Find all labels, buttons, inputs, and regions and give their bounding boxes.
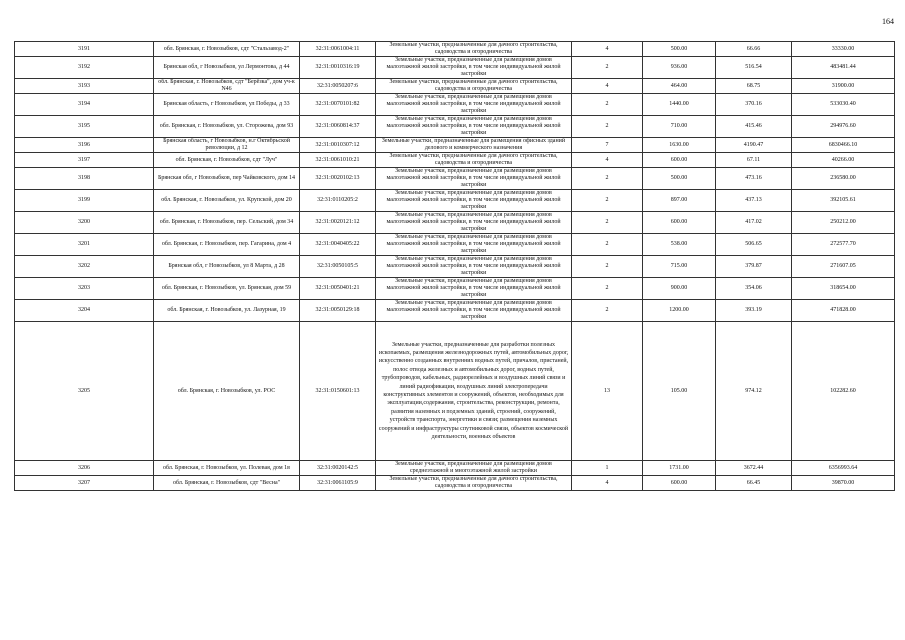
land-use-cell: Земельные участки, предназначенные для размещения домов малоэтажной жилой застройки, в том числе индивидуальной жилой застройки	[376, 278, 572, 300]
cadastral-value-cell: 33330.00	[792, 42, 895, 57]
cadastral-value-cell: 533030.40	[792, 94, 895, 116]
cadastral-number-cell: 32:31:0020142:5	[300, 461, 376, 476]
address-cell: Брянская обл, г Новозыбков, ул 8 Марта, д 28	[154, 256, 300, 278]
table-row	[15, 278, 895, 300]
table-row	[15, 322, 895, 461]
cadastral-number-cell: 32:31:0010307:12	[300, 138, 376, 153]
cadastral-value-cell: 471828.00	[792, 300, 895, 322]
address-cell: обл. Брянская, г. Новозыбков, ул. РОС	[154, 322, 300, 461]
land-use-cell: Земельные участки, предназначенные для дачного строительства, садоводства и огородничества	[376, 42, 572, 57]
table-row	[15, 153, 895, 168]
specific-value-cell: 66.66	[716, 42, 792, 57]
area-cell: 1440.00	[643, 94, 716, 116]
table-row	[15, 168, 895, 190]
cadastral-number-cell: 32:31:0061105:9	[300, 476, 376, 491]
use-group-cell: 1	[572, 461, 643, 476]
cadastral-value-cell: 318654.00	[792, 278, 895, 300]
cadastral-value-cell: 272577.70	[792, 234, 895, 256]
land-use-cell: Земельные участки, предназначенные для размещения домов среднеэтажной и многоэтажной жилой застройки	[376, 461, 572, 476]
cadastral-number-cell: 32:31:0061004:11	[300, 42, 376, 57]
specific-value-cell: 67.11	[716, 153, 792, 168]
land-use-cell: Земельные участки, предназначенные для размещения домов малоэтажной жилой застройки, в том числе индивидуальной жилой застройки	[376, 234, 572, 256]
area-cell: 600.00	[643, 476, 716, 491]
address-cell: обл. Брянская, г. Новозыбков, ул. Крупской, дом 20	[154, 190, 300, 212]
cadastral-number-cell: 32:31:0020121:12	[300, 212, 376, 234]
table-row	[15, 116, 895, 138]
table-row	[15, 300, 895, 322]
use-group-cell: 2	[572, 234, 643, 256]
land-use-cell: Земельные участки, предназначенные для дачного строительства, садоводства и огородничества	[376, 153, 572, 168]
use-group-cell: 4	[572, 153, 643, 168]
land-use-cell: Земельные участки, предназначенные для дачного строительства, садоводства и огородничества	[376, 79, 572, 94]
land-use-cell: Земельные участки, предназначенные для разработки полезных ископаемых, размещения железнодорожных путей, автомобильных дорог, искусственно созданных внутренних водных путей, причалов, пристаней, полос отвода железных и автомобильных дорог, водных путей, трубопроводов, кабельных, радиорелейных и воздушных линий связи и линий радиофикации, воздушных линий электропередачи конструктивных элементов и сооружений, объектов, необходимых для эксплуатации,содержания, строительства, реконструкции, ремонта, развития наземных и подземных зданий, строений, сооружений, устройств транспорта, энергетики и связи; размещения наземных сооружений и инфраструктуры спутниковой связи, объектов космической деятельности, военных объектов	[376, 322, 572, 461]
specific-value-cell: 974.12	[716, 322, 792, 461]
table-row	[15, 212, 895, 234]
table-row	[15, 190, 895, 212]
area-cell: 715.00	[643, 256, 716, 278]
use-group-cell: 2	[572, 116, 643, 138]
table-row	[15, 461, 895, 476]
row-number-cell: 3202	[15, 256, 154, 278]
address-cell: обл. Брянская, г. Новозыбков, ул. Полевая, дом 1в	[154, 461, 300, 476]
area-cell: 710.00	[643, 116, 716, 138]
land-use-cell: Земельные участки, предназначенные для размещения домов малоэтажной жилой застройки, в том числе индивидуальной жилой застройки	[376, 212, 572, 234]
specific-value-cell: 354.06	[716, 278, 792, 300]
row-number-cell: 3206	[15, 461, 154, 476]
use-group-cell: 2	[572, 190, 643, 212]
cadastral-number-cell: 32:31:0150601:13	[300, 322, 376, 461]
row-number-cell: 3197	[15, 153, 154, 168]
use-group-cell: 4	[572, 476, 643, 491]
cadastral-value-cell: 31900.00	[792, 79, 895, 94]
cadastral-value-cell: 271607.05	[792, 256, 895, 278]
row-number-cell: 3201	[15, 234, 154, 256]
area-cell: 1731.00	[643, 461, 716, 476]
table-row	[15, 57, 895, 79]
land-use-cell: Земельные участки, предназначенные для размещения домов малоэтажной жилой застройки, в том числе индивидуальной жилой застройки	[376, 116, 572, 138]
area-cell: 1200.00	[643, 300, 716, 322]
specific-value-cell: 516.54	[716, 57, 792, 79]
cadastral-number-cell: 32:31:0050401:21	[300, 278, 376, 300]
cadastral-value-cell: 483481.44	[792, 57, 895, 79]
area-cell: 936.00	[643, 57, 716, 79]
area-cell: 897.00	[643, 190, 716, 212]
row-number-cell: 3207	[15, 476, 154, 491]
use-group-cell: 2	[572, 212, 643, 234]
specific-value-cell: 473.16	[716, 168, 792, 190]
address-cell: Брянская обл, г Новозыбков, пер Чайковского, дом 14	[154, 168, 300, 190]
area-cell: 105.00	[643, 322, 716, 461]
address-cell: Брянская область, г Новозыбков, н.г Октябрьской революции, д 12	[154, 138, 300, 153]
cadastral-value-cell: 294976.60	[792, 116, 895, 138]
cadastral-number-cell: 32:31:0050129:18	[300, 300, 376, 322]
row-number-cell: 3203	[15, 278, 154, 300]
area-cell: 1630.00	[643, 138, 716, 153]
address-cell: Брянская область, г Новозыбков, ул Победы, д 33	[154, 94, 300, 116]
area-cell: 600.00	[643, 212, 716, 234]
cadastral-value-cell: 236580.00	[792, 168, 895, 190]
area-cell: 538.00	[643, 234, 716, 256]
table-row	[15, 42, 895, 57]
land-use-cell: Земельные участки, предназначенные для размещения домов малоэтажной жилой застройки, в том числе индивидуальной жилой застройки	[376, 300, 572, 322]
table-row	[15, 234, 895, 256]
use-group-cell: 2	[572, 278, 643, 300]
address-cell: обл. Брянская, г. Новозыбков, ул. Сторожева, дом 93	[154, 116, 300, 138]
cadastral-number-cell: 32:31:0061010:21	[300, 153, 376, 168]
address-cell: обл. Брянская, г. Новозыбков, пер. Гагарина, дом 4	[154, 234, 300, 256]
specific-value-cell: 417.02	[716, 212, 792, 234]
area-cell: 464.00	[643, 79, 716, 94]
cadastral-value-cell: 392105.61	[792, 190, 895, 212]
row-number-cell: 3198	[15, 168, 154, 190]
specific-value-cell: 370.16	[716, 94, 792, 116]
cadastral-value-cell: 40266.00	[792, 153, 895, 168]
row-number-cell: 3204	[15, 300, 154, 322]
cadastral-number-cell: 32:31:0040405:22	[300, 234, 376, 256]
land-use-cell: Земельные участки, предназначенные для размещения домов малоэтажной жилой застройки, в том числе индивидуальной жилой застройки	[376, 57, 572, 79]
use-group-cell: 7	[572, 138, 643, 153]
table-row	[15, 476, 895, 491]
address-cell: обл. Брянская, г. Новозыбков, сдт "Луч"	[154, 153, 300, 168]
use-group-cell: 2	[572, 57, 643, 79]
use-group-cell: 4	[572, 42, 643, 57]
specific-value-cell: 437.13	[716, 190, 792, 212]
cadastral-value-cell: 6356993.64	[792, 461, 895, 476]
table-row	[15, 94, 895, 116]
land-use-cell: Земельные участки, предназначенные для размещения офисных зданий делового и коммерческого назначения	[376, 138, 572, 153]
use-group-cell: 4	[572, 79, 643, 94]
specific-value-cell: 3672.44	[716, 461, 792, 476]
table-row	[15, 79, 895, 94]
cadastral-number-cell: 32:31:0070101:82	[300, 94, 376, 116]
specific-value-cell: 379.87	[716, 256, 792, 278]
cadastral-number-cell: 32:31:0060814:37	[300, 116, 376, 138]
use-group-cell: 13	[572, 322, 643, 461]
cadastral-value-cell: 39870.00	[792, 476, 895, 491]
row-number-cell: 3193	[15, 79, 154, 94]
row-number-cell: 3195	[15, 116, 154, 138]
land-registry-table	[14, 41, 895, 491]
use-group-cell: 2	[572, 256, 643, 278]
cadastral-number-cell: 32:31:0020102:13	[300, 168, 376, 190]
land-use-cell: Земельные участки, предназначенные для размещения домов малоэтажной жилой застройки, в том числе индивидуальной жилой застройки	[376, 256, 572, 278]
table-row	[15, 256, 895, 278]
row-number-cell: 3196	[15, 138, 154, 153]
cadastral-number-cell: 32:31:0010316:19	[300, 57, 376, 79]
row-number-cell: 3205	[15, 322, 154, 461]
specific-value-cell: 393.19	[716, 300, 792, 322]
specific-value-cell: 415.46	[716, 116, 792, 138]
land-use-cell: Земельные участки, предназначенные для размещения домов малоэтажной жилой застройки, в том числе индивидуальной жилой застройки	[376, 168, 572, 190]
land-use-cell: Земельные участки, предназначенные для дачного строительства, садоводства и огородничества	[376, 476, 572, 491]
cadastral-number-cell: 32:31:0050207:6	[300, 79, 376, 94]
area-cell: 500.00	[643, 168, 716, 190]
specific-value-cell: 4190.47	[716, 138, 792, 153]
specific-value-cell: 506.65	[716, 234, 792, 256]
area-cell: 500.00	[643, 42, 716, 57]
address-cell: обл. Брянская, г. Новозыбков, сдт "Стальзавод-2"	[154, 42, 300, 57]
address-cell: обл. Брянская, г. Новозыбков, пер. Сельский, дом 34	[154, 212, 300, 234]
row-number-cell: 3200	[15, 212, 154, 234]
use-group-cell: 2	[572, 300, 643, 322]
cadastral-number-cell: 32:31:0110205:2	[300, 190, 376, 212]
address-cell: обл. Брянская, г. Новозыбков, сдт "Весна"	[154, 476, 300, 491]
cadastral-value-cell: 250212.00	[792, 212, 895, 234]
specific-value-cell: 68.75	[716, 79, 792, 94]
land-use-cell: Земельные участки, предназначенные для размещения домов малоэтажной жилой застройки, в том числе индивидуальной жилой застройки	[376, 190, 572, 212]
table-row	[15, 138, 895, 153]
address-cell: обл. Брянская, г. Новозыбков, ул. Брянская, дом 59	[154, 278, 300, 300]
row-number-cell: 3194	[15, 94, 154, 116]
use-group-cell: 2	[572, 94, 643, 116]
address-cell: Брянская обл, г Новозыбков, ул Лермонтова, д 44	[154, 57, 300, 79]
area-cell: 900.00	[643, 278, 716, 300]
specific-value-cell: 66.45	[716, 476, 792, 491]
address-cell: обл. Брянская, г. Новозыбков, сдт "Берёзка", дом уч-к N46	[154, 79, 300, 94]
land-use-cell: Земельные участки, предназначенные для размещения домов малоэтажной жилой застройки, в том числе индивидуальной жилой застройки	[376, 94, 572, 116]
cadastral-value-cell: 102282.60	[792, 322, 895, 461]
row-number-cell: 3191	[15, 42, 154, 57]
use-group-cell: 2	[572, 168, 643, 190]
cadastral-number-cell: 32:31:0050105:5	[300, 256, 376, 278]
row-number-cell: 3199	[15, 190, 154, 212]
area-cell: 600.00	[643, 153, 716, 168]
cadastral-value-cell: 6830466.10	[792, 138, 895, 153]
row-number-cell: 3192	[15, 57, 154, 79]
address-cell: обл. Брянская, г. Новозыбков, ул. Лазурная, 19	[154, 300, 300, 322]
table-body	[15, 42, 895, 491]
page-number: 164	[882, 17, 894, 26]
